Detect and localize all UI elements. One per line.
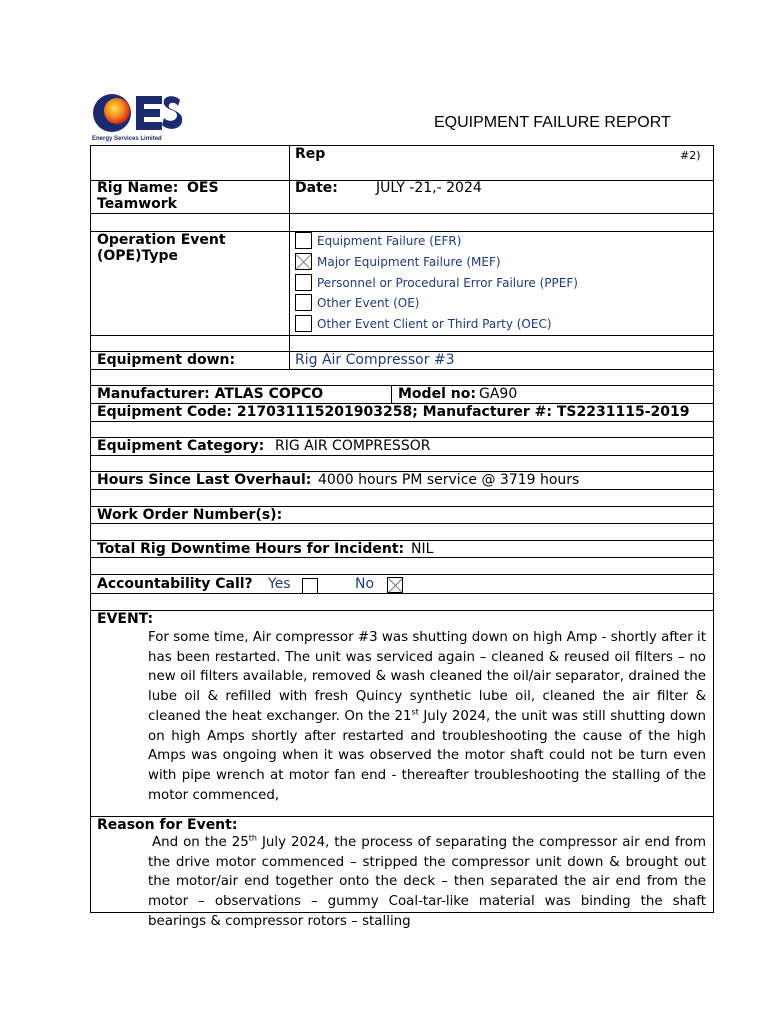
rig-name-value-1: OES (187, 180, 219, 196)
category-value: RIG AIR COMPRESSOR (275, 438, 431, 454)
downtime-label: Total Rig Downtime Hours for Incident: (97, 541, 405, 557)
row-divider (90, 335, 714, 336)
rep-suffix: #2) (680, 149, 701, 162)
row-divider (90, 489, 714, 490)
reason-label: Reason for Event: (97, 817, 238, 833)
checkbox[interactable] (295, 294, 312, 311)
event-text-b: July 2024, the unit was still shutting down on high Amps shortly after restarted and troubleshooting the cause of the high Amps was ongoing when it was observed the motor shaft could not be turn even with pipe wrench at motor fan end - thereafter troubleshooting the stalling of the motor commenced, (148, 708, 707, 803)
reason-text-a: And on the 25 (152, 835, 249, 850)
event-description (148, 628, 706, 805)
column-divider (391, 385, 392, 403)
accountability-no-label: No (355, 576, 375, 592)
row-divider (90, 574, 714, 575)
hours-label: Hours Since Last Overhaul: (97, 472, 312, 488)
event-text-a: For some time, Air compressor #3 was shutting down on high Amp - shortly after it has been restarted. The unit was serviced again – cleaned & reused oil filters – no new oil filters available, removed & wash cleaned the oil/air separator, drained the lube oil & refilled with fresh Quincy synthetic lube oil, cleaned the air filter & cleaned the heat exchanger. On the 21 (148, 630, 706, 724)
reason-sup: th (248, 833, 257, 843)
row-divider (90, 455, 714, 456)
accountability-yes-checkbox[interactable] (302, 578, 318, 594)
ope-option-oe[interactable] (295, 293, 419, 312)
accountability-yes-label: Yes (268, 576, 291, 592)
ope-label-1: Operation Event (97, 232, 226, 248)
reason-description (148, 833, 706, 932)
accountability-label: Accountability Call? (97, 576, 253, 592)
work-order-label: Work Order Number(s): (97, 507, 283, 523)
event-label: EVENT: (97, 611, 154, 627)
equipment-code: Equipment Code: 217031115201903258; Manufacturer #: TS2231115-2019 (97, 404, 690, 420)
ope-option-label: Other Event Client or Third Party (OEC) (317, 316, 552, 331)
document-title: EQUIPMENT FAILURE REPORT (434, 114, 671, 131)
rep-label: Rep (295, 146, 326, 162)
model-value: GA90 (479, 386, 518, 402)
row-divider (90, 213, 714, 214)
checkbox[interactable] (295, 274, 312, 291)
equipment-down-value: Rig Air Compressor #3 (295, 352, 455, 368)
ope-label-2: (OPE)Type (97, 248, 179, 264)
date-label: Date: (295, 180, 338, 196)
downtime-value: NIL (411, 541, 434, 557)
date-value: JULY -21,- 2024 (376, 180, 482, 196)
checkbox[interactable] (295, 232, 312, 249)
row-divider (90, 557, 714, 558)
row-divider (90, 593, 714, 594)
row-divider (90, 610, 714, 611)
ope-option-mef[interactable] (295, 252, 501, 271)
ope-option-label: Other Event (OE) (317, 295, 420, 310)
row-divider (90, 369, 714, 370)
rig-name-value-2: Teamwork (97, 196, 177, 212)
accountability-no-checkbox[interactable] (387, 577, 403, 593)
checkbox-checked[interactable] (295, 253, 312, 270)
rig-name-label: Rig Name: (97, 180, 179, 196)
logo-caption: Energy Services Limited (92, 136, 162, 142)
column-divider (289, 145, 290, 369)
ope-option-ppef[interactable] (295, 273, 578, 292)
ope-option-oec[interactable] (295, 314, 552, 333)
ope-option-efr[interactable] (295, 231, 461, 250)
manufacturer-label: Manufacturer: ATLAS COPCO (97, 386, 324, 402)
row-divider (90, 421, 714, 422)
reason-text-b: July 2024, the process of separating the compressor air end from the drive motor commenced – stripped the compressor unit down & brought out the motor/air end together onto the deck – then separated the air end from the motor – observations – gummy Coal-tar-like material was binding the shaft bearings & compressor rotors – stalling (148, 835, 706, 929)
hours-value: 4000 hours PM service @ 3719 hours (318, 472, 580, 488)
model-label: Model no: (398, 386, 476, 402)
equipment-down-label: Equipment down: (97, 352, 236, 368)
row-divider (90, 523, 714, 524)
event-sup: st (411, 707, 419, 717)
ope-option-label: Personnel or Procedural Error Failure (PPEF) (317, 275, 578, 290)
ope-option-label: Major Equipment Failure (MEF) (317, 254, 501, 269)
ope-option-label: Equipment Failure (EFR) (317, 233, 462, 248)
checkbox[interactable] (295, 315, 312, 332)
category-label: Equipment Category: (97, 438, 265, 454)
